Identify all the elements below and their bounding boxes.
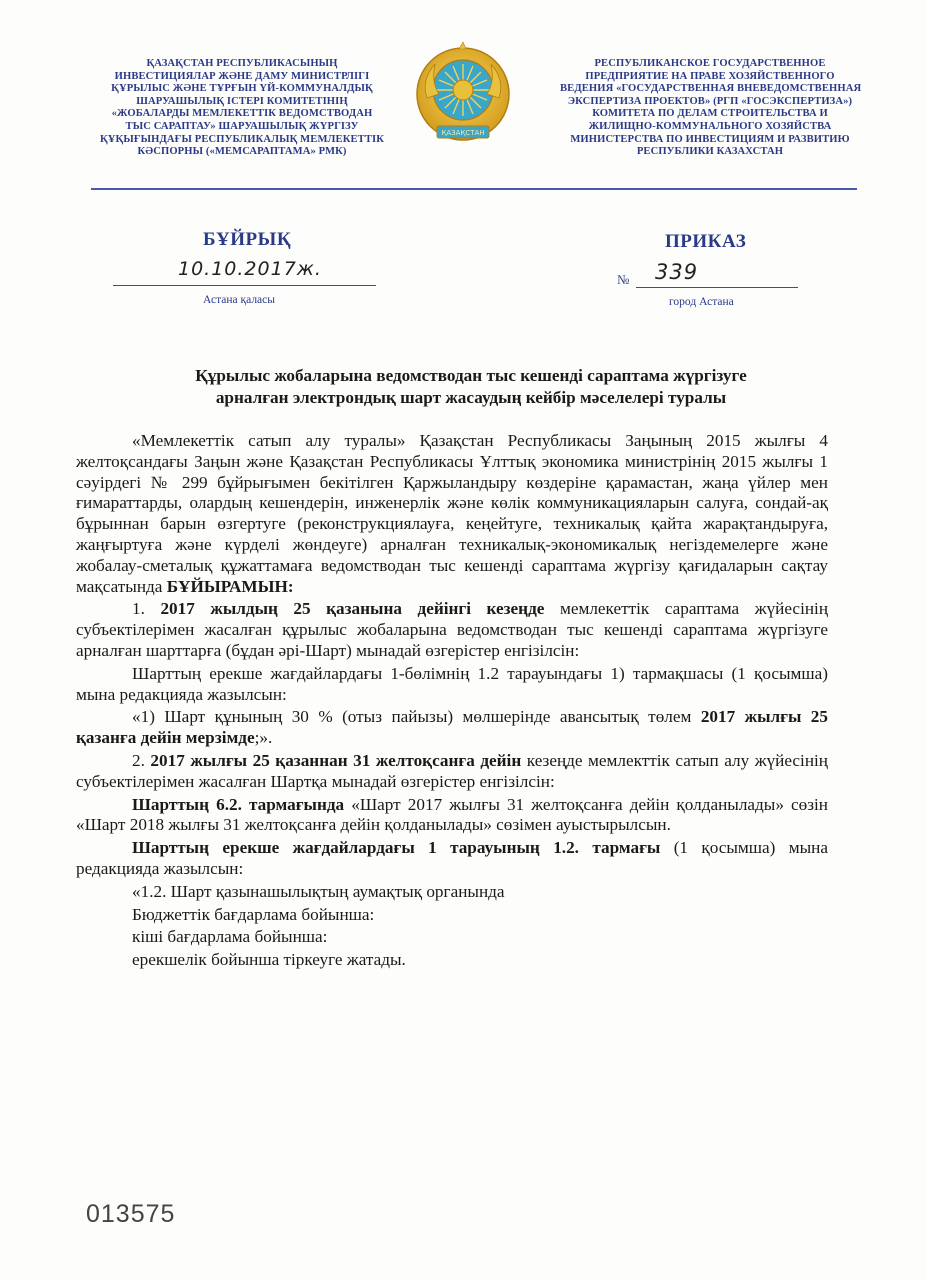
letterhead-ru-line: МИНИСТЕРСТВА ПО ИНВЕСТИЦИЯМ И РАЗВИТИЮ [570, 133, 850, 145]
item-1-text: мемлекеттік сараптама жүйесінің субъектілерімен жасалған құрылыс жобаларына ведомстводан тыс кешенді сараптама жүргізуге арналған шарттарға (бұдан әрі-Шарт) мынадай өзгерістер енгізілсін: [76, 599, 829, 660]
number-sign: № [617, 272, 630, 287]
letterhead-kz-line: ИНВЕСТИЦИЯЛАР ЖӘНЕ ДАМУ МИНИСТРЛІГІ [114, 70, 370, 82]
letterhead-ru-line: РЕСПУБЛИКИ КАЗАХСТАН [636, 146, 784, 158]
order-title-ru: ПРИКАЗ [665, 231, 747, 252]
item-2-number: 2. [132, 750, 145, 770]
letterhead-kz [88, 58, 396, 159]
advance-payment-end: ;». [254, 728, 273, 748]
letterhead-ru-line: ПРЕДПРИЯТИЕ НА ПРАВЕ ХОЗЯЙСТВЕННОГО [585, 70, 835, 82]
paragraph-preamble [76, 431, 828, 597]
paragraph-item-2 [76, 751, 828, 793]
order-title-kz: БҰЙРЫҚ [203, 229, 292, 250]
order-number-handwritten: 339 [655, 260, 699, 284]
letterhead-kz-line: ШАРУАШЫЛЫҚ ІСТЕРІ КОМИТЕТІНІҢ [136, 95, 348, 107]
document-body [76, 431, 828, 971]
advance-payment-text: «1) Шарт құнының 30 % (отыз пайызы) мөлшерінде авансытық төлем [132, 707, 692, 727]
city-ru: город Астана [669, 296, 734, 308]
registration-line-2: Бюджеттік бағдарлама бойынша: [132, 904, 375, 924]
archive-number: 013575 [86, 1200, 176, 1228]
item-2-text: кезеңде мемлекттік сатып алу жүйесінің субъектілерімен жасалған Шартқа мынадай өзгерістер енгізілсін: [76, 750, 829, 791]
letterhead-ru-line: ЭКСПЕРТИЗА ПРОЕКТОВ» (РГП «ГОСЭКСПЕРТИЗА») [567, 95, 853, 107]
item-1-number: 1. [132, 599, 145, 619]
document-title-line-1: Құрылыс жобаларына ведомстводан тыс кешенді сараптама жүргізуге [195, 366, 747, 385]
registration-line-4: ерекшелік бойынша тіркеуге жатады. [132, 950, 406, 970]
letterhead-ru [560, 58, 860, 159]
letterhead-ru-line: РЕСПУБЛИКАНСКОЕ ГОСУДАРСТВЕННОЕ [594, 58, 826, 69]
letterhead-kz-line: «ЖОБАЛАРДЫ МЕМЛЕКЕТТІК ВЕДОМСТВОДАН [111, 108, 373, 120]
preamble-order-word: БҰЙЫРАМЫН: [166, 576, 294, 596]
paragraph-advance-payment [76, 707, 828, 749]
date-underline [113, 285, 376, 286]
letterhead-kz-line: ҚАЗАҚСТАН РЕСПУБЛИКАСЫНЫҢ [146, 58, 338, 69]
advance-payment-deadline: 2017 жылғы 25 қазанға дейін мерзімде [76, 707, 828, 748]
clause-6-2-text: «Шарт 2017 жылғы 31 желтоқсанға дейін қолданылады» сөзін «Шарт 2018 жылғы 31 желтоқсанға дейін қолданылады» сөзімен ауыстырылсын. [76, 794, 829, 835]
number-underline [636, 287, 798, 288]
letterhead-divider [91, 188, 857, 190]
city-kz: Астана қаласы [203, 294, 275, 306]
registration-line-1: «1.2. Шарт қазынашылықтың аумақтық органында [132, 881, 505, 901]
letterhead-kz-line: ТЫС САРАПТАУ» ШАРУАШЫЛЫҚ ЖҮРГІЗУ [125, 120, 359, 132]
letterhead-kz-line: ҚҰРЫЛЫС ЖӘНЕ ТҰРҒЫН ҮЙ-КОММУНАЛДЫҚ [111, 83, 373, 95]
clause-1-2-text: (1 қосымша) мына редакцияда жазылсын: [76, 838, 829, 878]
emblem-label: ҚАЗАҚСТАН [441, 129, 485, 137]
document-title-line-2: арналған электрондық шарт жасаудың кейбір мәселелері туралы [215, 388, 727, 407]
registration-line-3: кіші бағдарлама бойынша: [132, 927, 328, 947]
paragraph-clause-1-2 [76, 838, 828, 880]
state-emblem-icon [413, 40, 513, 155]
letterhead-ru-line: КОМИТЕТА ПО ДЕЛАМ СТРОИТЕЛЬСТВА И [592, 108, 828, 120]
letterhead-ru-line: ЖИЛИЩНО-КОММУНАЛЬНОГО ХОЗЯЙСТВА [588, 120, 832, 132]
letterhead-kz-line: КӘСПОРНЫ («МЕМСАРАПТАМА» РМК) [137, 146, 347, 158]
paragraph-subitem: Шарттың ерекше жағдайлардағы 1-бөлімнің 1.2 тарауындағы 1) тармақшасы (1 қосымша) мына редакцияда жазылсын: [76, 663, 828, 704]
preamble-text: «Мемлекеттік сатып алу туралы» Қазақстан Республикасы Заңының 2015 жылғы 4 желтоқсандағы Заңын және Қазақстан Республикасы Ұлттық экономика министрінің 2015 жылғы 1 сәуірдегі № 299 бұйрығымен бекітілген Қаржыландыру көздеріне қарамастан, жаңа үйлер мен ғимараттарды, олардың кешендерін, инженерлік және көлік коммуникацияларын салуға, сондай-ақ бұрыннан барын өзгертуге (реконструкциялауға, кеңейтуге, техникалық қайта жарақтандыруға, жаңғыртуға және күрделі жөндеуге) арналған техникалық-экономикалық негіздемелерге және жобалау-сметалық құжаттамаға ведомстводан тыс кешенді сараптама жүргізу қағидаларын сақтау мақсатында [76, 431, 828, 596]
item-1-period: 2017 жылдың 25 қазанына дейінгі кезеңде [160, 599, 545, 619]
item-2-period: 2017 жылғы 25 қазаннан 31 желтоқсанға дейін [150, 750, 522, 770]
paragraph-clause-6-2 [76, 795, 828, 837]
order-date-handwritten: 10.10.2017ж. [178, 258, 322, 280]
letterhead-ru-line: ВЕДЕНИЯ «ГОСУДАРСТВЕННАЯ ВНЕВЕДОМСТВЕННАЯ [560, 83, 862, 95]
paragraph-item-1 [76, 599, 828, 661]
letterhead-kz-line: ҚҰҚЫҒЫНДАҒЫ РЕСПУБЛИКАЛЫҚ МЕМЛЕКЕТТІК [100, 133, 384, 145]
clause-1-2-ref: Шарттың ерекше жағдайлардағы 1 тарауының 1.2. тармағы [132, 838, 661, 858]
clause-6-2-ref: Шарттың 6.2. тармағында [132, 794, 345, 814]
document-title [90, 365, 852, 409]
